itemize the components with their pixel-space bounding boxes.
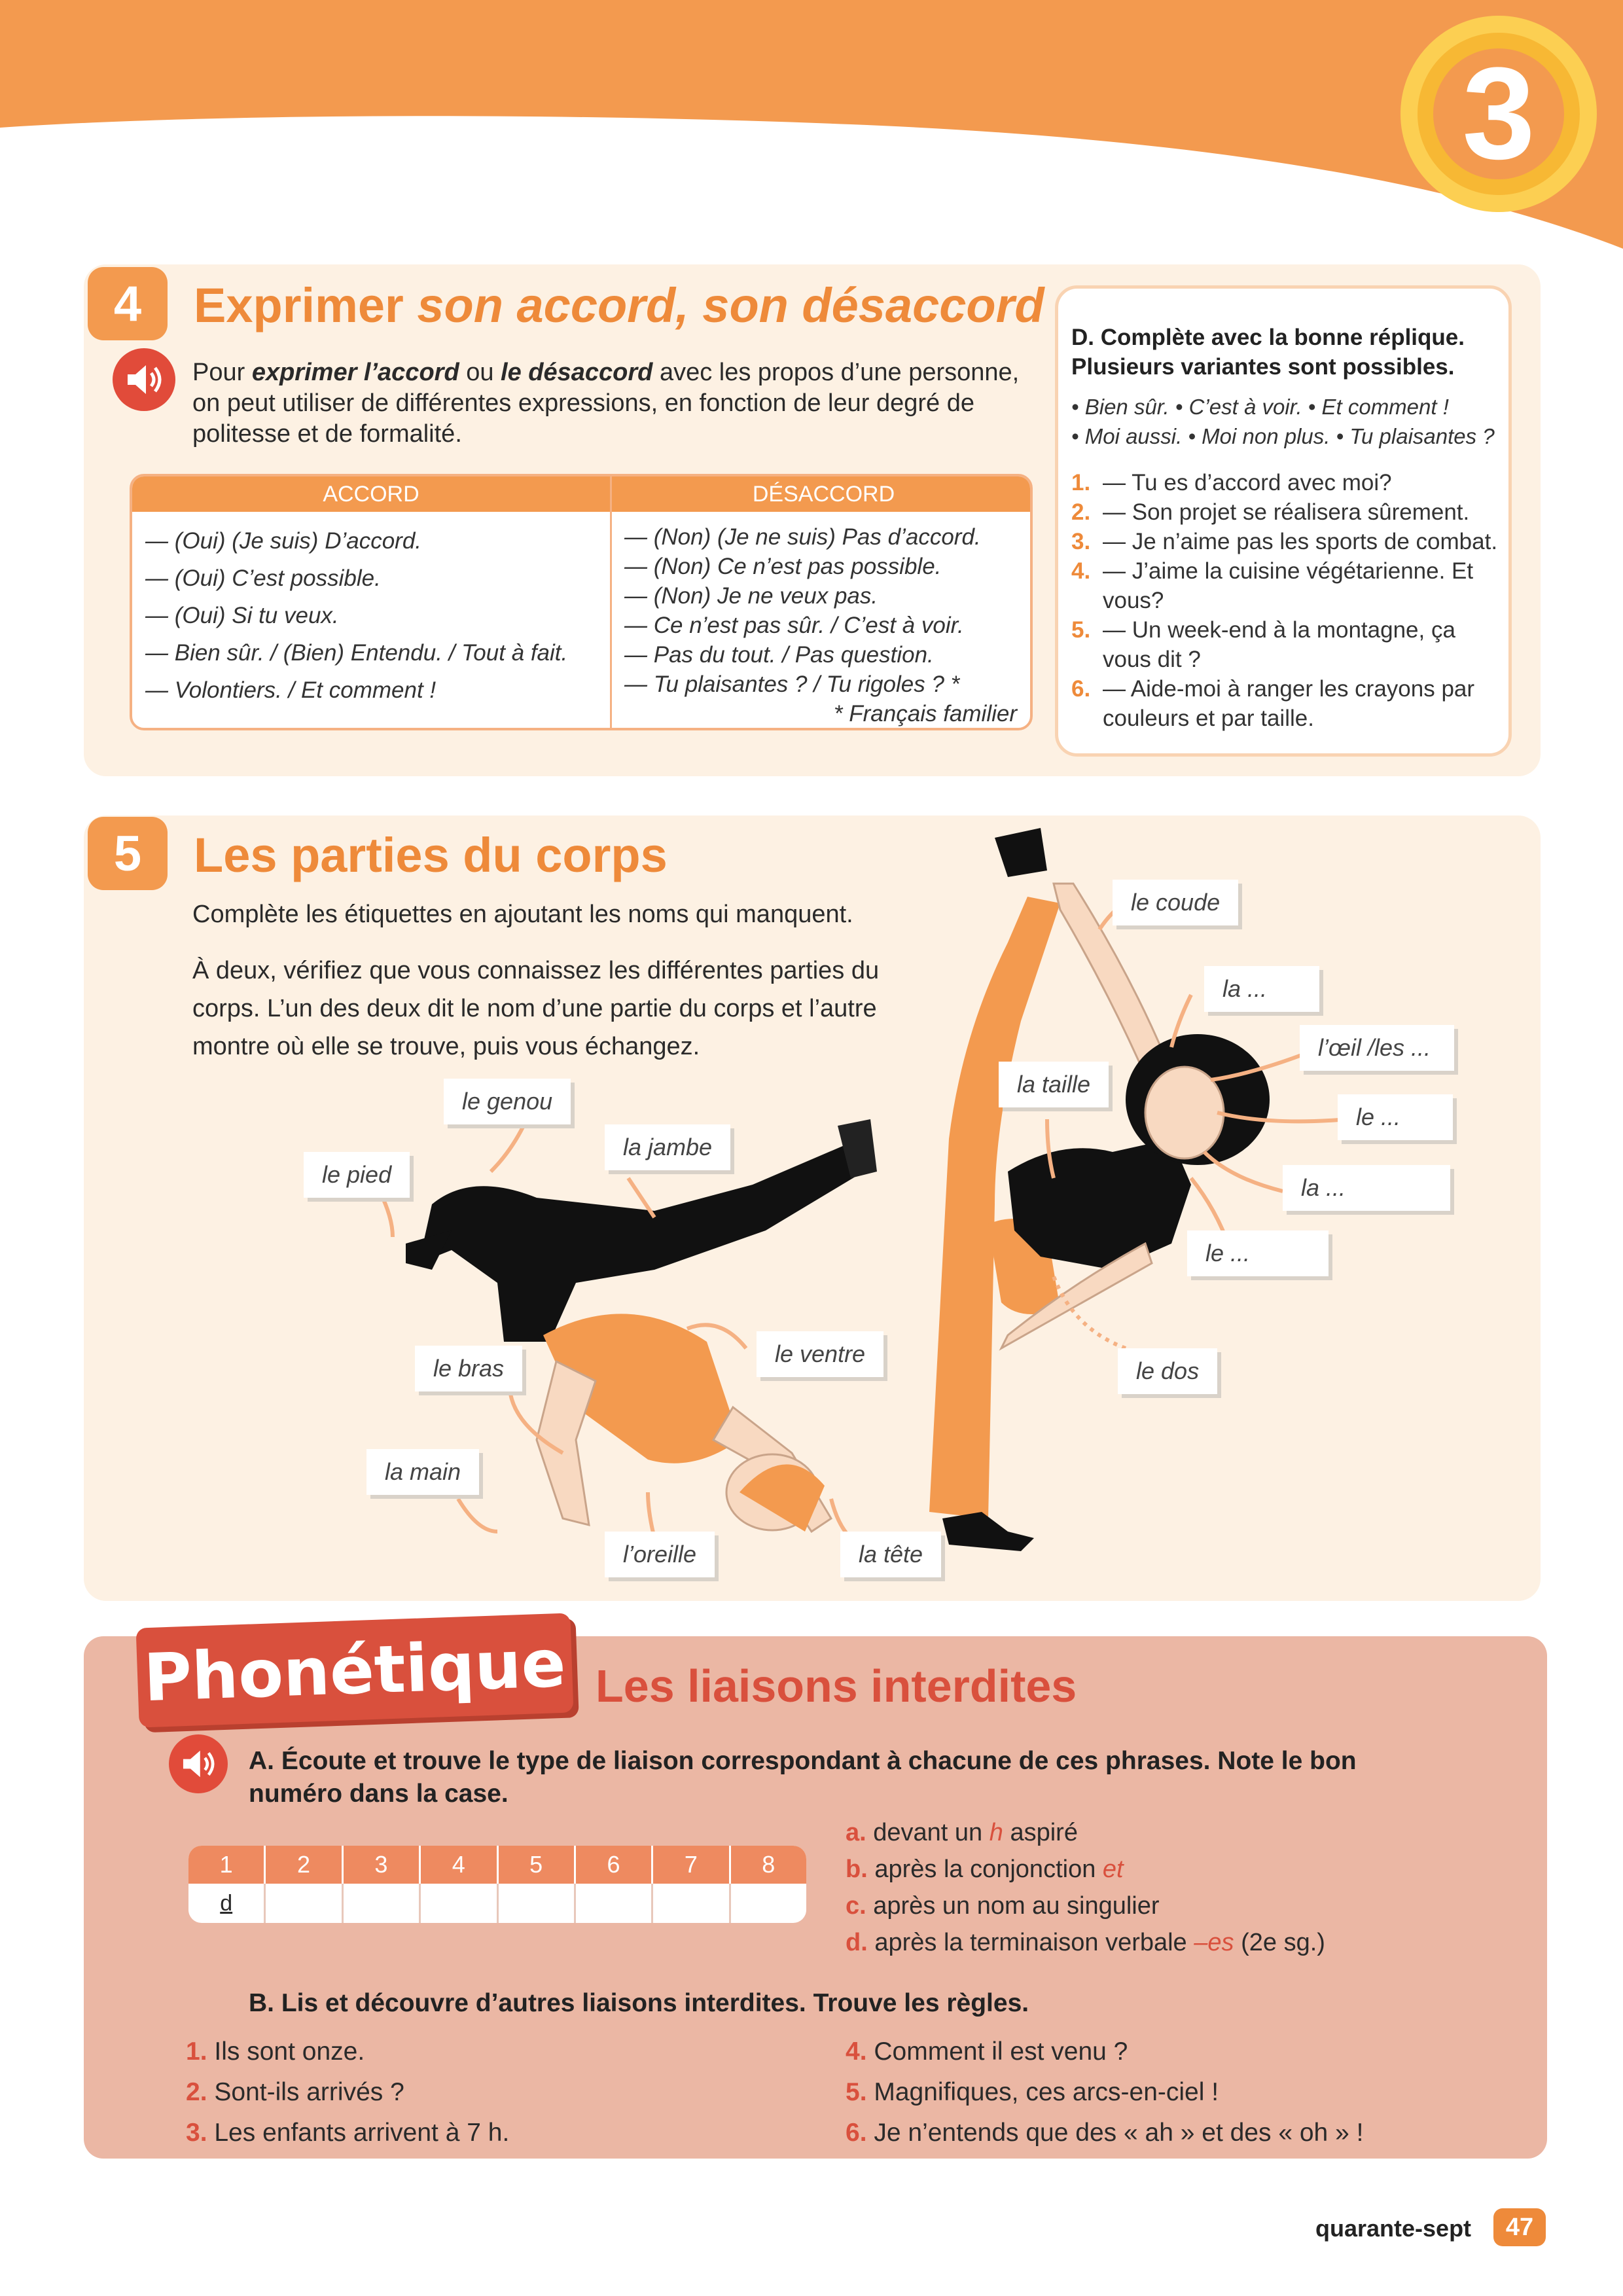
answer-cell[interactable]: [266, 1884, 343, 1923]
label-oeil: l’œil /les ...: [1300, 1025, 1454, 1071]
section-5-number: 5: [88, 817, 168, 890]
label-genou: le genou: [444, 1079, 571, 1124]
answer-grid: [188, 1846, 806, 1923]
exercise-item: 5. — Un week-end à la montagne, ça vous dit ?: [1071, 617, 1455, 672]
liaison-type: d. après la terminaison verbale –es (2e sg.): [846, 1929, 1325, 1956]
exercise-b-instruction: B. Lis et découvre d’autres liaisons interdites. Trouve les règles.: [249, 1989, 1029, 2017]
desaccord-item: — Tu plaisantes ? / Tu rigoles ? *: [624, 672, 960, 697]
answer-cell[interactable]: [421, 1884, 498, 1923]
desaccord-item: — Pas du tout. / Pas question.: [624, 642, 934, 668]
audio-speaker-icon[interactable]: [169, 1734, 228, 1793]
sentence-item: 1. Ils sont onze.: [186, 2037, 365, 2066]
audio-speaker-icon[interactable]: [113, 348, 175, 411]
sentence-item: 3. Les enfants arrivent à 7 h.: [186, 2119, 510, 2147]
label-blank-le-1: le ...: [1338, 1094, 1453, 1140]
header-wave: [0, 0, 1623, 275]
section-5-pair-activity: À deux, vérifiez que vous connaissez les différentes parties du corps. L’un des deux dit le nom d’une partie du corps et l’autre montre où elle se trouve, puis vous échangez.: [192, 957, 880, 1060]
accord-item: — Volontiers. / Et comment !: [145, 677, 437, 703]
grid-col-header: 6: [576, 1846, 653, 1884]
sentences-left: [186, 2032, 775, 2153]
grid-col-header: 8: [762, 1851, 776, 1878]
accord-item: — (Oui) Si tu veux.: [145, 603, 339, 628]
desaccord-header: DÉSACCORD: [612, 476, 1033, 512]
table-divider: [610, 476, 612, 728]
answer-cell[interactable]: [499, 1884, 576, 1923]
liaison-types-list: [846, 1814, 1500, 1961]
label-oreille: l’oreille: [605, 1532, 715, 1577]
desaccord-item: — (Non) Je ne veux pas.: [624, 583, 878, 609]
grid-col-header: 4: [421, 1846, 498, 1884]
exercise-a-instruction: A. Écoute et trouve le type de liaison correspondant à chacune de ces phrases. Note le bon numéro dans la case.: [249, 1747, 1357, 1808]
exercise-item: 3. — Je n’aime pas les sports de combat.: [1071, 529, 1498, 554]
exercise-item: 4. — J’aime la cuisine végétarienne. Et vous?: [1071, 558, 1474, 613]
label-jambe: la jambe: [605, 1124, 730, 1170]
accord-item: — (Oui) C’est possible.: [145, 565, 381, 591]
desaccord-item: — (Non) (Je ne suis) Pas d’accord.: [624, 524, 981, 550]
answer-grid-row: [188, 1884, 806, 1923]
accord-table: [130, 474, 1033, 730]
label-blank-le-2: le ...: [1187, 1230, 1329, 1276]
desaccord-item: — (Non) Ce n’est pas possible.: [624, 554, 942, 579]
sentence-item: 2. Sont-ils arrivés ?: [186, 2078, 404, 2106]
exercise-d-options: • Bien sûr. • C’est à voir. • Et comment ! • Moi aussi. • Moi non plus. • Tu plaisantes ?: [1071, 395, 1495, 448]
answer-grid-header: [188, 1846, 806, 1884]
accord-column: [145, 522, 567, 709]
sentence-item: 4. Comment il est venu ?: [846, 2037, 1128, 2066]
phonetique-tag: Phonétique: [136, 1613, 574, 1727]
page-number-words: quarante-sept: [1315, 2215, 1472, 2242]
section-5-instruction: Complète les étiquettes en ajoutant les noms qui manquent.: [192, 901, 853, 928]
section-4-number: 4: [88, 267, 168, 340]
label-bras: le bras: [415, 1346, 522, 1391]
answer-cell[interactable]: [731, 1884, 806, 1923]
label-dos: le dos: [1118, 1348, 1217, 1394]
label-blank-la-1: la ...: [1204, 966, 1319, 1012]
sentences-right: [846, 2032, 1500, 2153]
section-4-intro: Pour exprimer l’accord ou le désaccord avec les propos d’une personne, on peut utiliser de différentes expressions, en fonction de leur degré de politesse et de formalité.: [192, 359, 1020, 448]
exercise-item: 2. — Son projet se réalisera sûrement.: [1071, 499, 1470, 525]
exercise-d-list: [1071, 468, 1507, 733]
unit-number: 3: [1462, 41, 1535, 187]
unit-badge: [1400, 16, 1597, 212]
liaison-type: a. devant un h aspiré: [846, 1819, 1078, 1846]
grid-col-header: 7: [653, 1846, 730, 1884]
grid-col-header: 2: [266, 1846, 343, 1884]
label-tete: la tête: [840, 1532, 941, 1577]
liaison-type: b. après la conjonction et: [846, 1856, 1124, 1883]
table-footnote: * Français familier: [833, 701, 1017, 726]
exercise-d-box: [1055, 285, 1512, 757]
label-pied: le pied: [304, 1152, 410, 1198]
accord-header: ACCORD: [132, 476, 610, 512]
phonetique-subtitle: Les liaisons interdites: [596, 1660, 1077, 1712]
desaccord-column: [624, 522, 1017, 728]
label-blank-la-2: la ...: [1283, 1165, 1450, 1211]
exercise-item: 6. — Aide-moi à ranger les crayons par couleurs et par taille.: [1071, 676, 1475, 731]
page-number: 47: [1493, 2208, 1546, 2246]
desaccord-item: — Ce n’est pas sûr. / C’est à voir.: [624, 613, 964, 638]
label-main: la main: [366, 1449, 479, 1495]
label-taille: la taille: [999, 1062, 1109, 1107]
answer-cell[interactable]: d: [188, 1884, 266, 1923]
section-4-title: Exprimer son accord, son désaccord: [194, 278, 1044, 332]
answer-cell[interactable]: [344, 1884, 421, 1923]
label-coude: le coude: [1113, 880, 1238, 925]
exercise-item: 1. — Tu es d’accord avec moi?: [1071, 470, 1392, 495]
accord-item: — Bien sûr. / (Bien) Entendu. / Tout à fait.: [145, 640, 568, 666]
sentence-item: 5. Magnifiques, ces arcs-en-ciel !: [846, 2078, 1219, 2106]
liaison-type: c. après un nom au singulier: [846, 1892, 1160, 1920]
answer-cell[interactable]: [576, 1884, 653, 1923]
exercise-d-title: D. Complète avec la bonne réplique. Plusieurs variantes sont possibles.: [1071, 325, 1465, 380]
sentence-item: 6. Je n’entends que des « ah » et des « oh » !: [846, 2119, 1364, 2147]
accord-item: — (Oui) (Je suis) D’accord.: [145, 528, 422, 554]
section-5-title: Les parties du corps: [194, 828, 668, 882]
grid-col-header: 1: [188, 1846, 266, 1884]
answer-cell[interactable]: [653, 1884, 730, 1923]
grid-col-header: 5: [499, 1846, 576, 1884]
label-ventre: le ventre: [757, 1331, 883, 1377]
grid-col-header: 3: [344, 1846, 421, 1884]
